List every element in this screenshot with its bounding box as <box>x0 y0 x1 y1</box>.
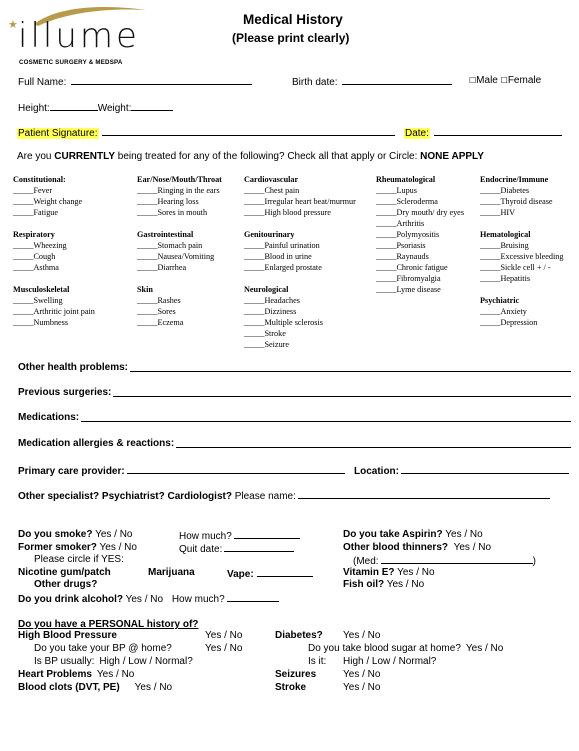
checklist-item[interactable]: _____ Sickle cell + / - <box>480 262 563 273</box>
checklist-item[interactable]: _____ Dizziness <box>244 306 323 317</box>
sex-row <box>469 75 541 86</box>
blood-clots-label: Blood clots (DVT, PE) <box>18 682 120 693</box>
former-yes-no[interactable]: Yes / No <box>96 542 137 553</box>
stroke-label: Stroke <box>275 682 307 693</box>
date-label: Date: <box>405 128 429 139</box>
full-name-label: Full Name: <box>18 77 67 88</box>
bp-usual-label: Is BP usually: <box>34 656 95 667</box>
category-psychiatric <box>480 295 537 328</box>
heart-yes-no[interactable]: Yes / No <box>96 669 135 680</box>
height-label: Height: <box>18 103 50 114</box>
height-field[interactable] <box>50 101 98 111</box>
category-title: Neurological <box>244 285 289 294</box>
thinners-row <box>343 542 491 553</box>
diabetes-label: Diabetes? <box>275 630 323 641</box>
fish-oil-yes-no[interactable]: Yes / No <box>384 579 425 590</box>
checklist-item[interactable]: _____ Numbness <box>13 317 95 328</box>
alcohol-label: Do you drink alcohol? <box>18 594 124 605</box>
category-title: Musculoskeletal <box>13 285 70 294</box>
category-skin <box>137 284 183 328</box>
location-field[interactable] <box>401 464 569 474</box>
hbp-yes-no[interactable]: Yes / No <box>205 630 243 641</box>
vape-label: Vape: <box>227 569 254 580</box>
checklist-item[interactable]: _____ Depression <box>480 317 537 328</box>
checklist-item[interactable]: _____ Fever <box>13 185 82 196</box>
checklist-item[interactable]: _____ Lyme disease <box>376 284 464 295</box>
signature-row <box>17 126 395 139</box>
checklist-item[interactable]: _____ Anxiety <box>480 306 537 317</box>
form-title: Medical History <box>243 12 343 27</box>
quit-date-field[interactable] <box>224 542 294 552</box>
is-it-label: Is it: <box>308 656 327 667</box>
med-field[interactable] <box>381 554 533 564</box>
checklist-item[interactable]: _____ Stroke <box>244 328 323 339</box>
logo-tagline: COSMETIC SURGERY & MEDSPA <box>19 59 123 66</box>
please-name-label: Please name: <box>231 491 296 502</box>
checklist-item[interactable]: _____ Eczema <box>137 317 183 328</box>
clots-row <box>18 682 172 693</box>
category-title: Rheumatological <box>376 175 436 184</box>
checklist-item[interactable]: _____ Enlarged prostate <box>244 262 322 273</box>
category-title: Endocrine/Immune <box>480 175 549 184</box>
female-checkbox[interactable]: ☐ <box>500 76 508 85</box>
smoke-row <box>18 529 133 540</box>
category-hematological <box>480 229 563 284</box>
signature-label: Patient Signature: <box>18 128 98 139</box>
vitamin-row <box>343 567 435 578</box>
none-apply-option[interactable]: NONE APPLY <box>420 151 484 162</box>
category-title: Gastrointestinal <box>137 230 194 239</box>
alcohol-row <box>18 592 279 605</box>
vape-field[interactable] <box>257 567 313 577</box>
checklist-item[interactable]: _____ Polymyositis <box>376 229 464 240</box>
other-health-field[interactable] <box>130 362 571 372</box>
aspirin-label: Do you take Aspirin? <box>343 529 443 540</box>
pcp-label: Primary care provider: <box>18 466 125 477</box>
other-health-label: Other health problems: <box>18 362 129 373</box>
category-title: Skin <box>137 285 153 294</box>
previous-surgeries-field[interactable] <box>113 387 571 397</box>
birth-date-row <box>292 75 452 88</box>
sugar-home-yes-no[interactable]: Yes / No <box>465 643 504 654</box>
category-title: Hematological <box>480 230 531 239</box>
vitamin-yes-no[interactable]: Yes / No <box>394 567 435 578</box>
specialist-field[interactable] <box>298 489 550 499</box>
full-name-row <box>18 75 252 88</box>
checklist-item[interactable]: _____ Headaches <box>244 295 323 306</box>
checklist-item[interactable]: _____ Stomach pain <box>137 240 214 251</box>
stroke-yes-no[interactable]: Yes / No <box>343 682 381 693</box>
location-row <box>354 464 569 477</box>
previous-surgeries-label: Previous surgeries: <box>18 387 112 398</box>
smoke-label: Do you smoke? <box>18 529 93 540</box>
checklist-item[interactable]: _____ HIV <box>480 207 553 218</box>
category-title: Psychiatric <box>480 296 520 305</box>
circle-if-yes: Please circle if YES: <box>34 554 124 565</box>
svg-text:★: ★ <box>8 18 18 31</box>
quit-date-label: Quit date: <box>179 544 223 555</box>
category-musculoskeletal <box>13 284 95 328</box>
treated-question <box>17 151 484 162</box>
category-constitutional <box>13 174 82 218</box>
pcp-row <box>18 464 345 477</box>
checklist-item[interactable]: _____ Thyroid disease <box>480 196 553 207</box>
category-rheumatological <box>376 174 464 295</box>
checklist-item[interactable]: _____ Multiple sclerosis <box>244 317 323 328</box>
thinners-label: Other blood thinners? <box>343 542 448 553</box>
category-respiratory <box>13 229 67 273</box>
sugar-home-row <box>308 643 503 654</box>
personal-history-heading: Do you have a PERSONAL history of? <box>18 619 199 630</box>
category-title: Genitourinary <box>244 230 295 239</box>
category-genitourinary <box>244 229 322 273</box>
full-name-field[interactable] <box>71 75 252 85</box>
heart-problems-label: Heart Problems <box>18 669 92 680</box>
vape-row <box>227 567 313 580</box>
checklist-item[interactable]: _____ Cough <box>13 251 67 262</box>
date-field[interactable] <box>434 126 562 136</box>
location-label: Location: <box>354 466 399 477</box>
checklist-item[interactable]: _____ Painful urination <box>244 240 322 251</box>
alcohol-how-much-field[interactable] <box>227 592 279 602</box>
pcp-field[interactable] <box>127 464 345 474</box>
checklist-item[interactable]: _____ Diarrhea <box>137 262 214 273</box>
category-cardiovascular <box>244 174 356 218</box>
checklist-item[interactable]: _____ Wheezing <box>13 240 67 251</box>
smoke-yes-no[interactable]: Yes / No <box>92 529 133 540</box>
med-close-paren: ) <box>532 556 536 567</box>
checklist-item[interactable]: _____ Asthma <box>13 262 67 273</box>
how-much-label: How much? <box>179 531 232 542</box>
sugar-home-label: Do you take blood sugar at home? <box>308 643 461 654</box>
weight-label: Weight: <box>97 103 132 114</box>
alcohol-how-much-label: How much? <box>171 594 225 605</box>
date-row <box>404 126 562 139</box>
fish-oil-row <box>343 579 424 590</box>
checklist-item[interactable]: _____ Seizure <box>244 339 323 350</box>
how-much-field[interactable] <box>234 529 300 539</box>
female-label: Female <box>507 75 542 86</box>
aspirin-yes-no[interactable]: Yes / No <box>442 529 483 540</box>
marijuana-option[interactable]: Marijuana <box>148 567 195 578</box>
checklist-item[interactable]: _____ Excessive bleeding <box>480 251 563 262</box>
checklist-item[interactable]: _____ Weight change <box>13 196 82 207</box>
checklist-item[interactable]: _____ High blood pressure <box>244 207 356 218</box>
checklist-item[interactable]: _____ Bruising <box>480 240 563 251</box>
medications-field[interactable] <box>81 412 571 422</box>
height-weight-row <box>18 101 173 114</box>
checklist-item[interactable]: _____ Lupus <box>376 185 464 196</box>
seizures-yes-no[interactable]: Yes / No <box>343 669 381 680</box>
checklist-item[interactable]: _____ Diabetes <box>480 185 553 196</box>
category-gastrointestinal <box>137 229 214 273</box>
checklist-item[interactable]: _____ Sores in mouth <box>137 207 222 218</box>
checklist-item[interactable]: _____ Irregular heart beat/murmur <box>244 196 356 207</box>
checklist-item[interactable]: _____ Ringing in the ears <box>137 185 222 196</box>
checklist-item[interactable]: _____ Chronic fatigue <box>376 262 464 273</box>
thinners-yes-no[interactable]: Yes / No <box>451 542 492 553</box>
checklist-item[interactable]: _____ Sores <box>137 306 183 317</box>
fish-oil-label: Fish oil? <box>343 579 385 590</box>
previous-surgeries-row <box>18 387 571 398</box>
aspirin-row <box>343 529 483 540</box>
male-checkbox[interactable]: ☐ <box>469 76 477 85</box>
other-health-row <box>18 362 571 373</box>
other-drugs-label: Other drugs? <box>34 579 98 590</box>
category-endocrine <box>480 174 553 218</box>
allergies-field[interactable] <box>176 438 571 448</box>
category-ent <box>137 174 222 218</box>
checklist-item[interactable]: _____ Hearing loss <box>137 196 222 207</box>
checklist-item[interactable]: _____ Arthritic joint pain <box>13 306 95 317</box>
bp-usual-row <box>34 656 193 667</box>
checklist-item[interactable]: _____ Blood in urine <box>244 251 322 262</box>
former-smoker-label: Former smoker? <box>18 542 97 553</box>
alcohol-yes-no[interactable]: Yes / No <box>123 594 164 605</box>
med-label: (Med: <box>353 556 379 567</box>
treated-q-mid: being treated for any of the following? Check all that apply or Circle: <box>115 151 421 162</box>
specialist-label: Other specialist? Psychiatrist? Cardiologist? <box>18 491 232 502</box>
checklist-item[interactable]: _____ Raynauds <box>376 251 464 262</box>
birth-date-label: Birth date: <box>292 77 338 88</box>
checklist-item[interactable]: _____ Fatigue <box>13 207 82 218</box>
clots-yes-no[interactable]: Yes / No <box>134 682 173 693</box>
bp-home-yes-no[interactable]: Yes / No <box>205 643 243 654</box>
med-row <box>353 554 536 567</box>
diabetes-yes-no[interactable]: Yes / No <box>343 630 381 641</box>
category-title: Respiratory <box>13 230 55 239</box>
checklist-item[interactable]: _____ Rashes <box>137 295 183 306</box>
male-label: Male <box>476 75 498 86</box>
category-title: Cardiovascular <box>244 175 299 184</box>
category-title: Constitutional: <box>13 175 66 184</box>
former-row <box>18 542 137 553</box>
checklist-item[interactable]: _____ Psoriasis <box>376 240 464 251</box>
checklist-item[interactable]: _____ Chest pain <box>244 185 356 196</box>
checklist-item[interactable]: _____ Dry mouth/ dry eyes <box>376 207 464 218</box>
birth-date-field[interactable] <box>342 75 452 85</box>
logo-brand: illume <box>18 16 140 56</box>
medications-label: Medications: <box>18 412 80 423</box>
bp-usual-options[interactable]: High / Low / Normal? <box>99 656 193 667</box>
checklist-item[interactable]: _____ Scleroderma <box>376 196 464 207</box>
quit-row <box>179 542 294 555</box>
category-neurological <box>244 284 323 350</box>
checklist-item[interactable]: _____ Hepatitis <box>480 273 563 284</box>
checklist-item[interactable]: _____ Swelling <box>13 295 95 306</box>
hbp-label: High Blood Pressure <box>18 630 117 641</box>
sugar-options[interactable]: High / Low / Normal? <box>343 656 437 667</box>
allergies-row <box>18 438 571 449</box>
checklist-item[interactable]: _____ Nausea/Vomiting <box>137 251 214 262</box>
seizures-label: Seizures <box>275 669 317 680</box>
heart-row <box>18 669 134 680</box>
how-much-row <box>179 529 300 542</box>
form-subtitle: (Please print clearly) <box>232 31 350 45</box>
specialist-row <box>18 489 550 502</box>
logo <box>8 2 158 72</box>
allergies-label: Medication allergies & reactions: <box>18 438 175 449</box>
treated-q-currently: CURRENTLY <box>54 151 115 162</box>
checklist-item[interactable]: _____ Arthritis <box>376 218 464 229</box>
medications-row <box>18 412 571 423</box>
checklist-item[interactable]: _____ Fibromyalgia <box>376 273 464 284</box>
treated-q-pre: Are you <box>17 151 55 162</box>
signature-field[interactable] <box>102 126 395 136</box>
vitamin-e-label: Vitamin E? <box>343 567 395 578</box>
bp-home-label: Do you take your BP @ home? <box>34 643 172 654</box>
nicotine-option[interactable]: Nicotine gum/patch <box>18 567 111 578</box>
weight-field[interactable] <box>131 101 173 111</box>
category-title: Ear/Nose/Mouth/Throat <box>137 175 222 184</box>
